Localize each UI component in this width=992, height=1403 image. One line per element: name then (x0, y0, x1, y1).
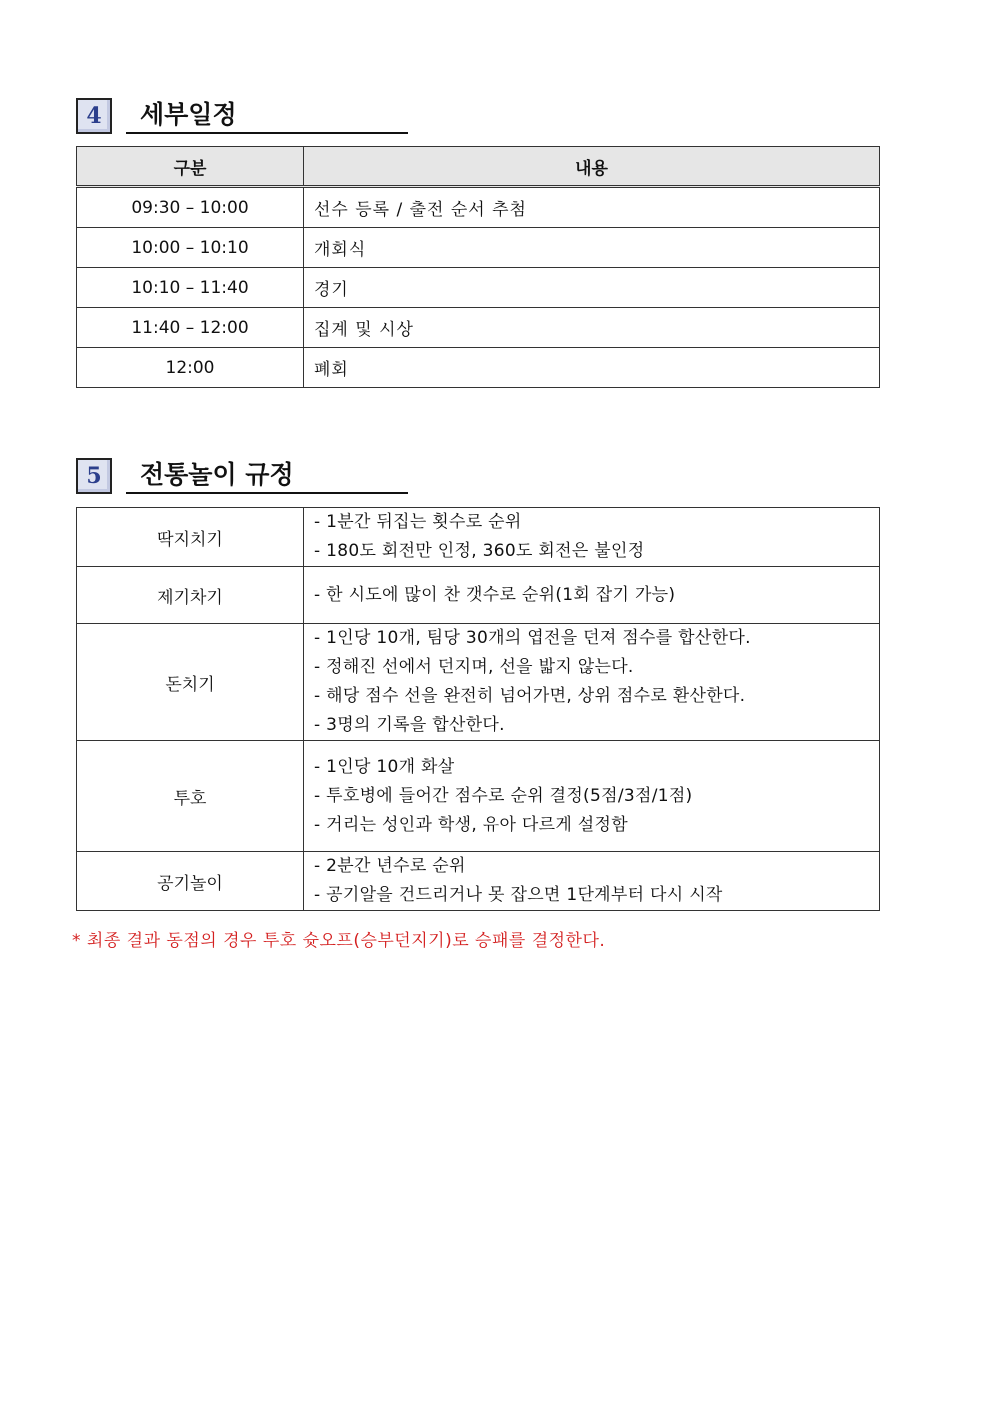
table-row (77, 852, 880, 911)
rule-lines (304, 741, 880, 852)
rule-line: - 2분간 년수로 순위 (314, 856, 466, 876)
rule-lines (304, 508, 880, 567)
section-number-badge: 5 (76, 458, 112, 494)
schedule-content: 개회식 (304, 228, 880, 268)
rule-line: - 1인당 10개 화살 (314, 756, 455, 777)
game-name: 투호 (77, 741, 304, 852)
header-category: 구분 (77, 147, 304, 187)
game-name: 공기놀이 (77, 852, 304, 911)
schedule-time: 12:00 (77, 348, 304, 388)
schedule-time: 09:30 – 10:00 (77, 187, 304, 228)
table-row (77, 741, 880, 852)
rule-line: - 해당 점수 선을 완전히 넘어가면, 상위 점수로 환산한다. (314, 686, 746, 706)
schedule-time: 10:10 – 11:40 (77, 268, 304, 308)
rule-line: - 1분간 뒤집는 횟수로 순위 (314, 512, 522, 532)
table-row (77, 228, 880, 268)
header-content: 내용 (304, 147, 880, 187)
section-title: 전통놀이 규정 (126, 460, 408, 494)
rules-table (76, 507, 880, 911)
game-name: 제기차기 (77, 567, 304, 624)
table-row (77, 268, 880, 308)
rule-line: - 한 시도에 많이 찬 갯수로 순위(1회 잡기 가능) (314, 584, 676, 605)
table-row (77, 567, 880, 624)
rule-line: - 투호병에 들어간 점수로 순위 결정(5점/3점/1점) (314, 785, 693, 806)
footnote: * 최종 결과 동점의 경우 투호 슛오프(승부던지기)로 승패를 결정한다. (72, 931, 606, 951)
table-row (77, 308, 880, 348)
rule-line: - 거리는 성인과 학생, 유아 다르게 설정함 (314, 814, 628, 835)
schedule-content: 폐회 (304, 348, 880, 388)
table-row (77, 624, 880, 741)
game-name: 돈치기 (77, 624, 304, 741)
rule-line: - 공기알을 건드리거나 못 잡으면 1단계부터 다시 시작 (314, 885, 723, 905)
rule-line: - 3명의 기록을 합산한다. (314, 715, 505, 735)
schedule-time: 10:00 – 10:10 (77, 228, 304, 268)
section-title: 세부일정 (126, 100, 408, 134)
table-row (77, 187, 880, 228)
schedule-time: 11:40 – 12:00 (77, 308, 304, 348)
rule-line: - 1인당 10개, 팀당 30개의 엽전을 던져 점수를 합산한다. (314, 628, 751, 648)
table-row (77, 348, 880, 388)
schedule-content: 선수 등록 / 출전 순서 추첨 (304, 187, 880, 228)
table-header-row (77, 147, 880, 187)
schedule-content: 집계 및 시상 (304, 308, 880, 348)
rule-lines (304, 624, 880, 741)
table-row (77, 508, 880, 567)
schedule-content: 경기 (304, 268, 880, 308)
schedule-table (76, 146, 880, 388)
rule-lines (304, 852, 880, 911)
rule-lines (304, 567, 880, 624)
game-name: 딱지치기 (77, 508, 304, 567)
section-number-badge: 4 (76, 98, 112, 134)
rule-line: - 180도 회전만 인정, 360도 회전은 불인정 (314, 541, 645, 561)
rule-line: - 정해진 선에서 던지며, 선을 밟지 않는다. (314, 657, 634, 677)
